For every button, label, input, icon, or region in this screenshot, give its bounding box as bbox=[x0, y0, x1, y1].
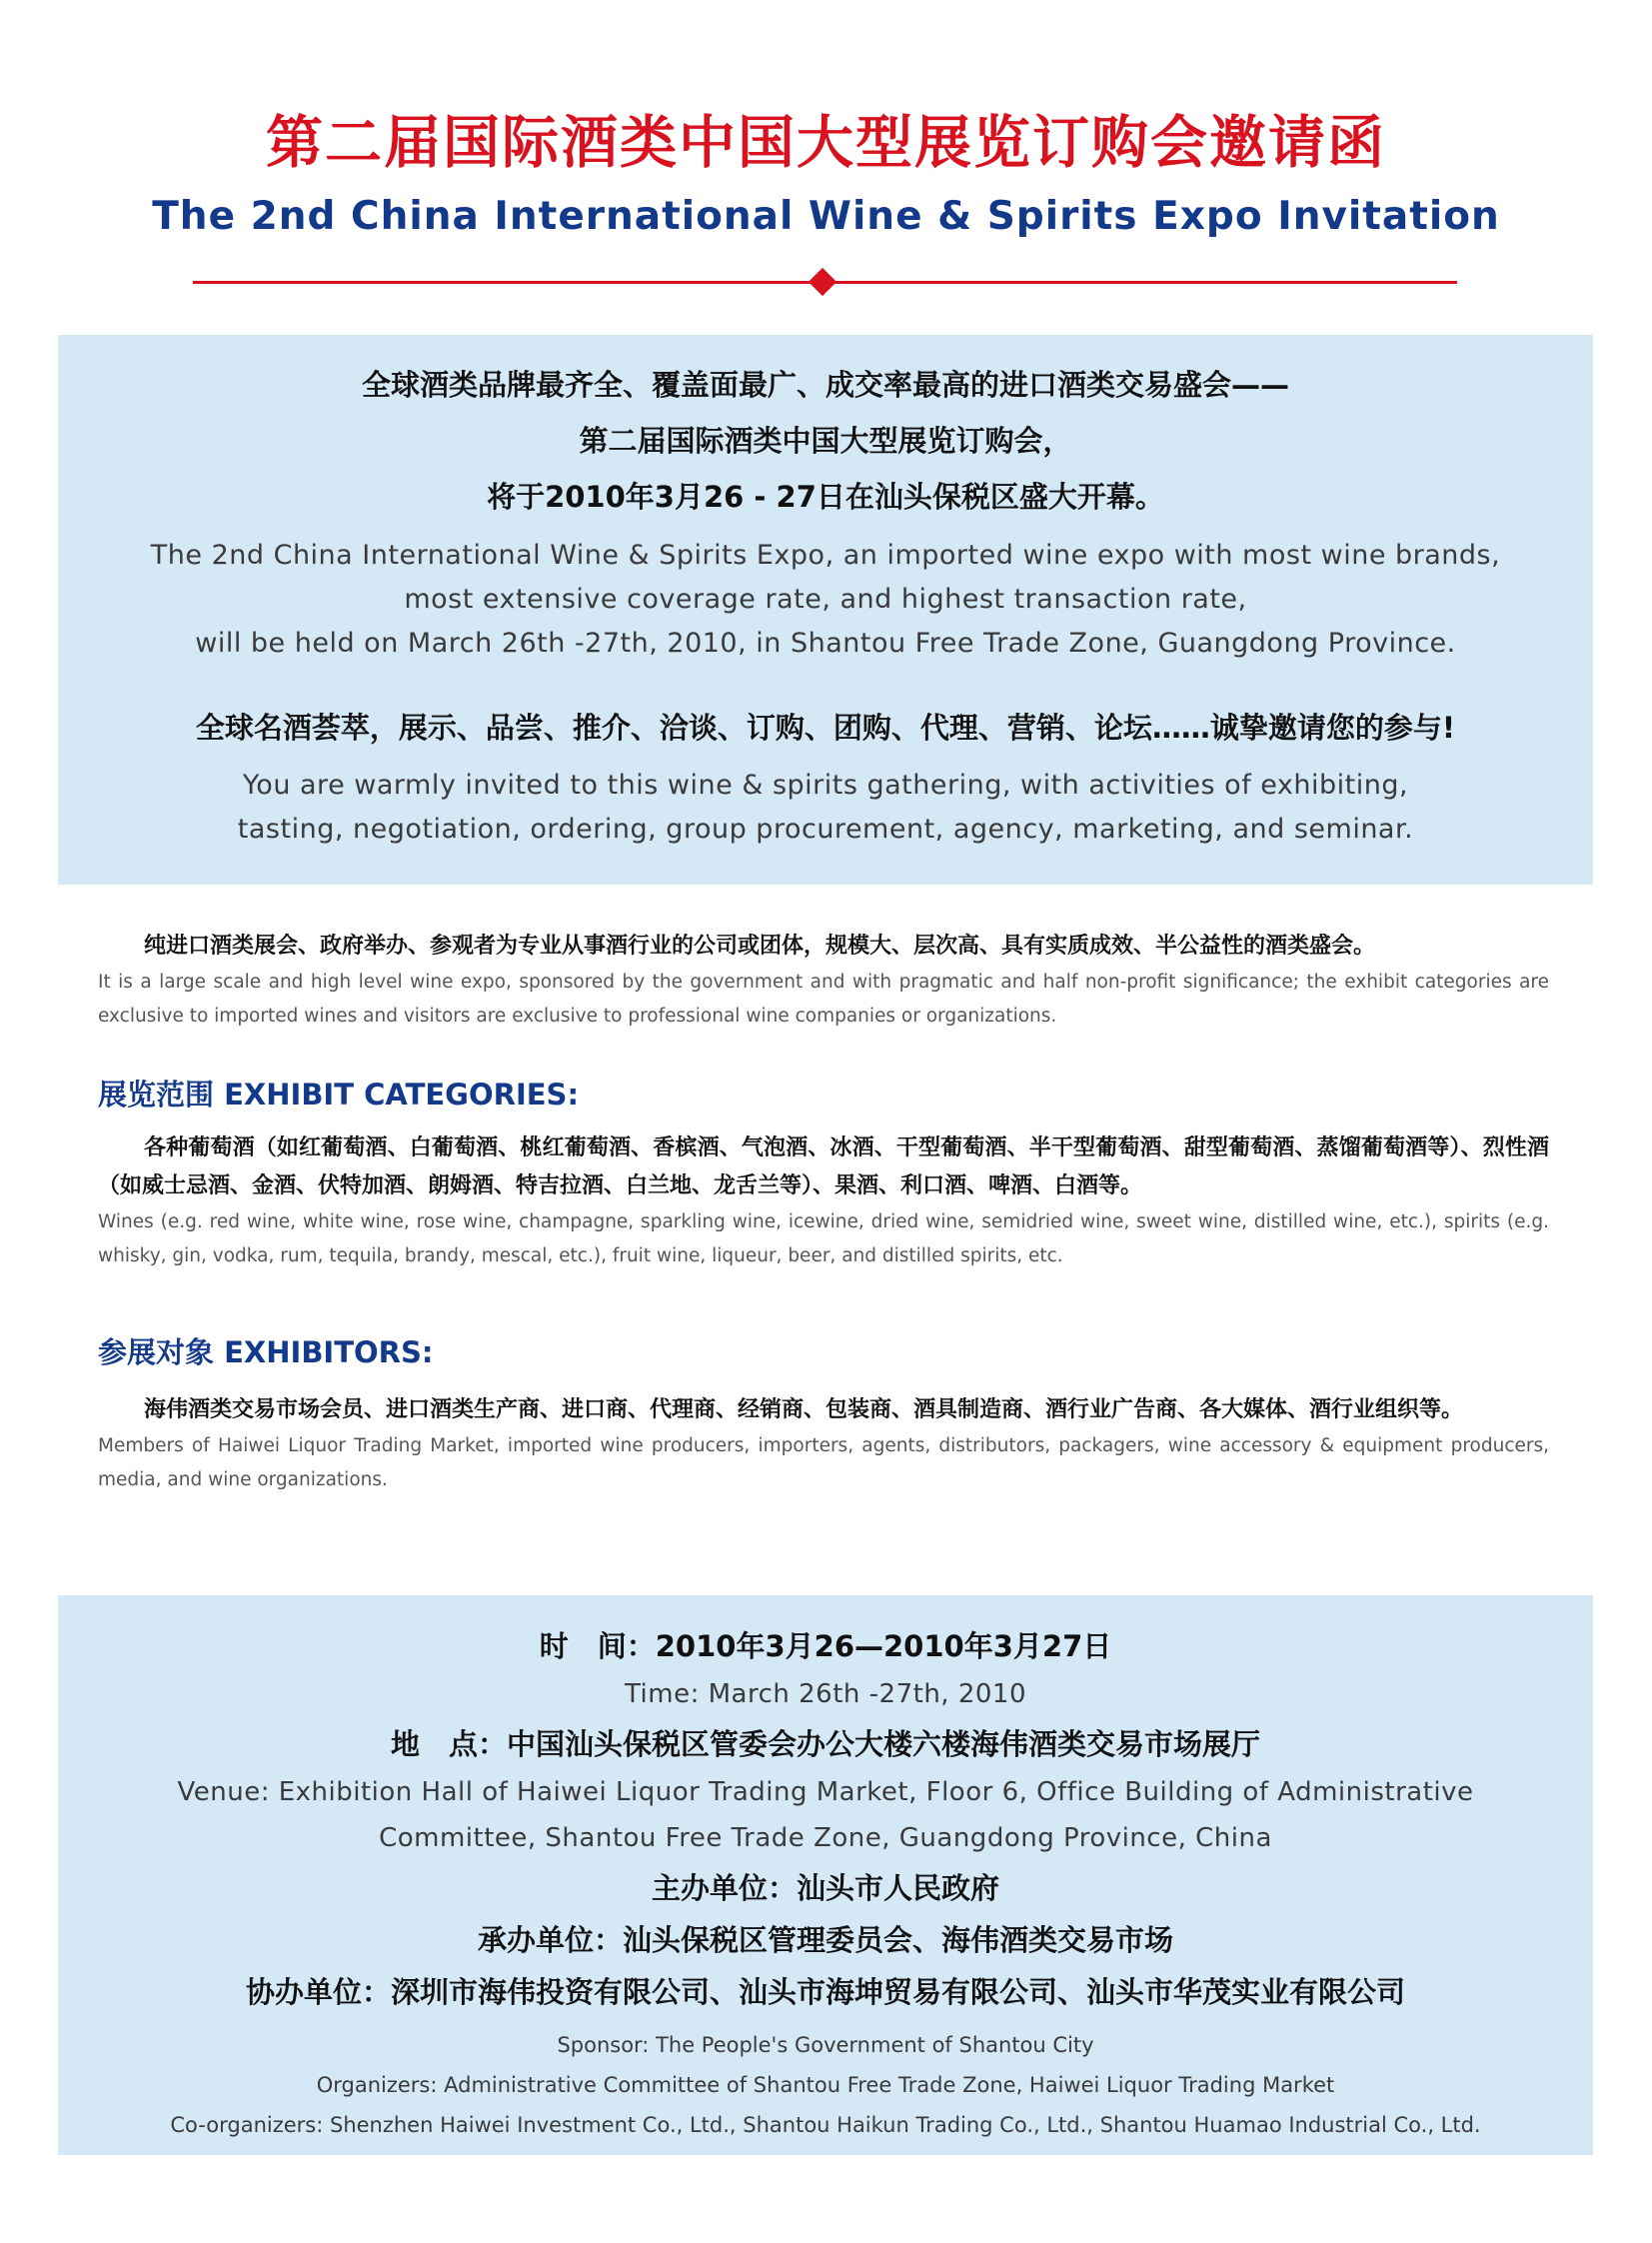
coorganizer-cn: 协办单位：深圳市海伟投资有限公司、汕头市海坤贸易有限公司、汕头市华茂实业有限公司 bbox=[245, 1975, 1405, 2009]
organizer-en: Organizers: Administrative Committee of Shantou Free Trade Zone, Haiwei Liquor Trading Market bbox=[316, 2073, 1335, 2097]
sponsor-en: Sponsor: The People's Government of Shantou City bbox=[557, 2033, 1094, 2057]
exhibitors-en-paragraph: Members of Haiwei Liquor Trading Market, imported wine producers, importers, agents, distributors, packagers, wine accessory & equipment producers, media, and wine organizations. bbox=[98, 1435, 1549, 1490]
title-divider bbox=[193, 270, 1457, 294]
venue-cn: 地 点：中国汕头保税区管委会办公大楼六楼海伟酒类交易市场展厅 bbox=[390, 1727, 1260, 1761]
exhibitors-cn-paragraph: 海伟酒类交易市场会员、进口酒类生产商、进口商、代理商、经销商、包装商、酒具制造商、酒行业广告商、各大媒体、酒行业组织等。 bbox=[144, 1397, 1464, 1422]
categories-en-paragraph: Wines (e.g. red wine, white wine, rose wine, champagne, sparkling wine, icewine, dried wine, semidried wine, sweet wine, distilled wine, etc.), spirits (e.g. whisky, gin, vodka, rum, tequila, brandy, mescal, etc.), fruit wine, liqueur, beer, and distilled spirits, etc. bbox=[98, 1211, 1549, 1266]
about-section bbox=[98, 928, 1549, 1034]
event-info-panel bbox=[58, 1595, 1593, 2155]
intro-cn-line: 将于2010年3月26 - 27日在汕头保税区盛大开幕。 bbox=[487, 480, 1164, 514]
invitation-en-line: You are warmly invited to this wine & spirits gathering, with activities of exhibiting, bbox=[242, 770, 1409, 801]
diamond-ornament-icon bbox=[809, 268, 836, 296]
categories-heading: 展览范围 EXHIBIT CATEGORIES: bbox=[98, 1078, 580, 1112]
organizer-cn: 承办单位：汕头保税区管理委员会、海伟酒类交易市场 bbox=[477, 1923, 1173, 1957]
coorganizer-en: Co-organizers: Shenzhen Haiwei Investment Co., Ltd., Shantou Haikun Trading Co., Ltd., Shantou Huamao Industrial Co., Ltd. bbox=[170, 2113, 1481, 2137]
sponsor-cn: 主办单位：汕头市人民政府 bbox=[651, 1871, 999, 1905]
intro-panel bbox=[58, 335, 1593, 885]
title-english: The 2nd China International Wine & Spirits Expo Invitation bbox=[152, 194, 1500, 239]
exhibitors-heading: 参展对象 EXHIBITORS: bbox=[98, 1335, 434, 1369]
about-cn-paragraph: 纯进口酒类展会、政府举办、参观者为专业从事酒行业的公司或团体，规模大、层次高、具有实质成效、半公益性的酒类盛会。 bbox=[144, 934, 1376, 959]
categories-cn-paragraph: 各种葡萄酒（如红葡萄酒、白葡萄酒、桃红葡萄酒、香槟酒、气泡酒、冰酒、干型葡萄酒、半干型葡萄酒、甜型葡萄酒、蒸馏葡萄酒等）、烈性酒（如威士忌酒、金酒、伏特加酒、朗姆酒、特吉拉酒、白兰地、龙舌兰等）、果酒、利口酒、啤酒、白酒等。 bbox=[98, 1135, 1549, 1198]
venue-en-line: Committee, Shantou Free Trade Zone, Guangdong Province, China bbox=[379, 1823, 1272, 1853]
invitation-cn-line: 全球名酒荟萃，展示、品尝、推介、洽谈、订购、团购、代理、营销、论坛……诚挚邀请您的参与! bbox=[195, 711, 1456, 745]
intro-en-line: most extensive coverage rate, and highest transaction rate, bbox=[404, 584, 1247, 615]
venue-en-line: Venue: Exhibition Hall of Haiwei Liquor Trading Market, Floor 6, Office Building of Administrative bbox=[177, 1777, 1474, 1807]
title-chinese: 第二届国际酒类中国大型展览订购会邀请函 bbox=[266, 110, 1386, 176]
exhibitors-section bbox=[98, 1391, 1549, 1497]
intro-en-line: The 2nd China International Wine & Spirits Expo, an imported wine expo with most wine brands, bbox=[150, 540, 1501, 571]
intro-cn-line: 第二届国际酒类中国大型展览订购会， bbox=[579, 424, 1072, 458]
categories-section bbox=[98, 1129, 1549, 1273]
invitation-en-line: tasting, negotiation, ordering, group procurement, agency, marketing, and seminar. bbox=[237, 814, 1414, 845]
intro-en-line: will be held on March 26th -27th, 2010, in Shantou Free Trade Zone, Guangdong Province. bbox=[195, 628, 1456, 659]
about-en-paragraph: It is a large scale and high level wine expo, sponsored by the government and with pragmatic and half non-profit significance; the exhibit categories are exclusive to imported wines and visitors are exclusive to professional wine companies or organizations. bbox=[98, 972, 1549, 1027]
time-cn: 时 间：2010年3月26—2010年3月27日 bbox=[539, 1629, 1112, 1663]
time-en: Time: March 26th -27th, 2010 bbox=[624, 1679, 1027, 1709]
intro-cn-line: 全球酒类品牌最齐全、覆盖面最广、成交率最高的进口酒类交易盛会—— bbox=[361, 368, 1289, 402]
